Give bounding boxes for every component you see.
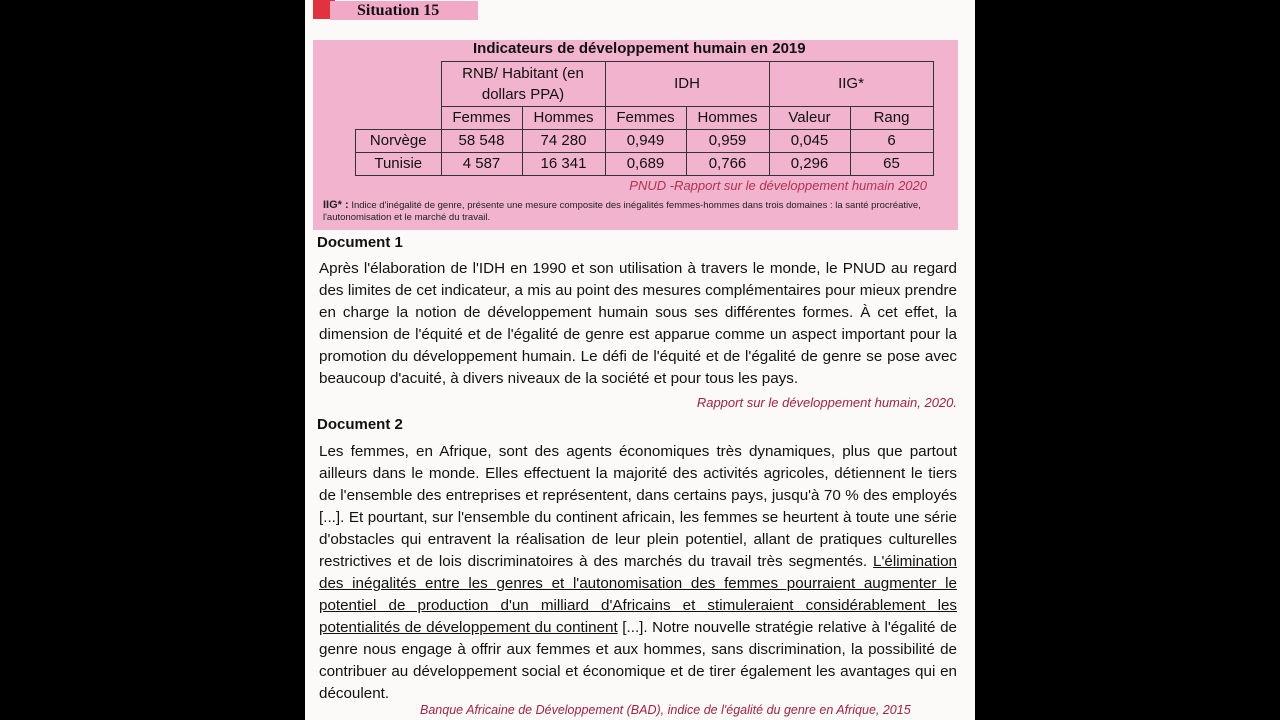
doc2-source: Banque Africaine de Développement (BAD), indice de l'égalité du genre en Afrique, 2015 [420, 703, 911, 717]
cell: 4 587 [441, 153, 522, 176]
table-row [356, 153, 934, 176]
cell: 74 280 [522, 130, 605, 153]
iig-note [323, 199, 943, 224]
cell: 65 [850, 153, 933, 176]
subheader: Rang [850, 107, 933, 130]
doc2-text-b: [...]. Notre nouvelle stratégie relative à l'égalité de genre nous engage à offrir aux femmes et aux hommes, sans discrimination, la possibilité de contribuer au développement social et économique et de tirer également les avantages qui en découlent. [319, 619, 957, 702]
row-country: Norvège [356, 130, 442, 153]
cell: 0,949 [605, 130, 686, 153]
table-header-row [356, 62, 934, 107]
cell: 58 548 [441, 130, 522, 153]
note-text: Indice d'inégalité de genre, présente une mesure composite des inégalités femmes-hommes dans trois domaines : la santé procréative, l'autonomisation et le marché du travail. [323, 200, 921, 223]
cell: 6 [850, 130, 933, 153]
group-rnb: RNB/ Habitant (en dollars PPA) [441, 62, 605, 107]
doc1-source: Rapport sur le développement humain, 2020. [696, 395, 957, 410]
subheader: Valeur [769, 107, 850, 130]
cell: 0,959 [686, 130, 769, 153]
group-idh: IDH [605, 62, 769, 107]
doc1-title: Document 1 [317, 234, 403, 251]
subheader: Femmes [441, 107, 522, 130]
doc2-text-underlined: L'élimination des inégalités entre les genres et l'autonomisation des femmes pourraient augmenter le potentiel de production d'un milliard d'Africains et stimuleraient considérablement les potentialités de développement du continent [319, 553, 957, 636]
subheader: Hommes [686, 107, 769, 130]
doc1-text: Après l'élaboration de l'IDH en 1990 et son utilisation à travers le monde, le PNUD au regard des limites de cet indicateur, a mis au point des mesures complémentaires pour mieux prendre en charge la notion de développement humain sous ses différentes formes. À cet effet, la dimension de l'équité et de l'égalité de genre est apparue comme un aspect important pour la promotion du développement humain. Le défi de l'équité et de l'égalité de genre se pose avec beaucoup d'acuité, à divers niveaux de la société et pour tous les pays. [319, 260, 957, 387]
situation-label: Situation 15 [330, 1, 478, 20]
doc2-text-a: Les femmes, en Afrique, sont des agents économiques très dynamiques, plus que partout ailleurs dans le monde. Elles effectuent la majorité des activités agricoles, détiennent le tiers de l'ensemble des entreprises et représentent, dans certains pays, jusqu'à 70 % des employés [...]. Et pourtant, sur l'ensemble du continent africain, les femmes se heurtent à toute une série d'obstacles qui entravent la réalisation de leur plein potentiel, allant de pratiques culturelles restrictives et de lois discriminatoires à des marchés du travail très segmentés. [319, 443, 957, 570]
table-title: Indicateurs de développement humain en 2019 [473, 40, 806, 57]
doc2-title: Document 2 [317, 416, 403, 433]
cell: 0,689 [605, 153, 686, 176]
subheader: Hommes [522, 107, 605, 130]
cell: 16 341 [522, 153, 605, 176]
cell: 0,045 [769, 130, 850, 153]
cell: 0,766 [686, 153, 769, 176]
subheader: Femmes [605, 107, 686, 130]
row-country: Tunisie [356, 153, 442, 176]
cell: 0,296 [769, 153, 850, 176]
textbook-page [305, 0, 975, 720]
indicator-table [355, 61, 934, 176]
doc2-text [319, 441, 957, 705]
note-label: IIG* : [323, 199, 349, 211]
table-row [356, 130, 934, 153]
table-subheader-row [356, 107, 934, 130]
group-iig: IIG* [769, 62, 933, 107]
table-source: PNUD -Rapport sur le développement humain 2020 [629, 178, 927, 193]
